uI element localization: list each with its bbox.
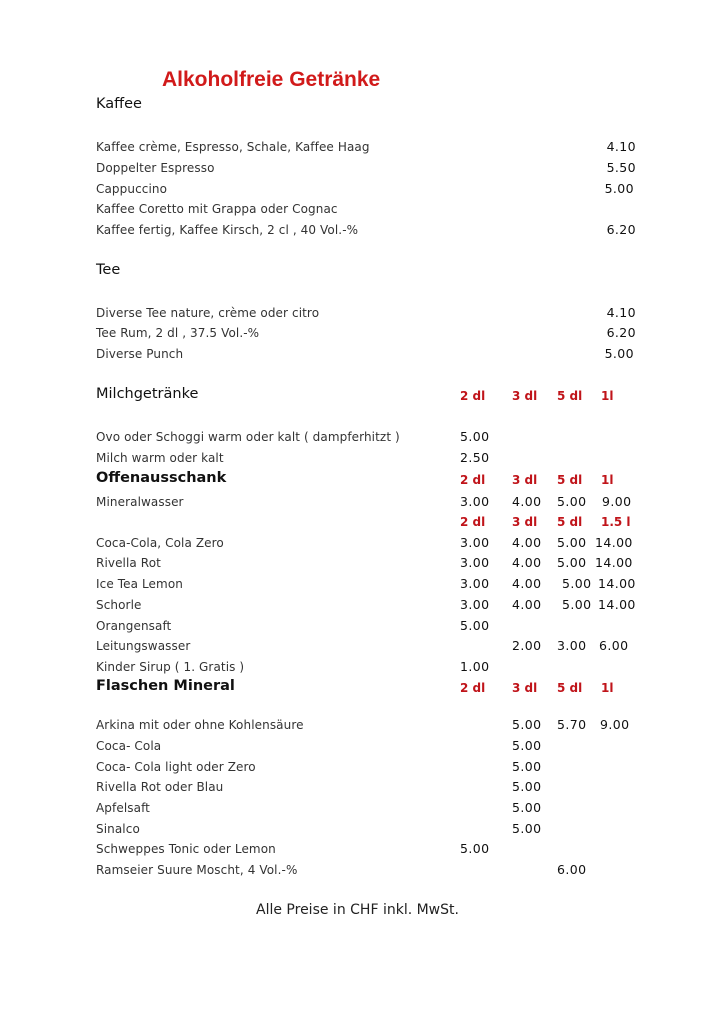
menu-item-name: Kaffee crème, Espresso, Schale, Kaffee Haag — [96, 140, 370, 154]
menu-item-price: 5.70 — [557, 717, 587, 732]
size-header: 3 dl — [512, 515, 538, 529]
menu-item-price: 14.00 — [598, 576, 636, 591]
menu-item-price: 2.00 — [512, 638, 542, 653]
size-header: 2 dl — [460, 473, 486, 487]
menu-item-name: Milch warm oder kalt — [96, 451, 224, 465]
menu-item-name: Arkina mit oder ohne Kohlensäure — [96, 718, 304, 732]
menu-item-price: 14.00 — [595, 555, 633, 570]
size-header: 2 dl — [460, 389, 486, 403]
menu-item-name: Kinder Sirup ( 1. Gratis ) — [96, 660, 245, 674]
size-header: 1l — [601, 389, 614, 403]
menu-item-name: Ramseier Suure Moscht, 4 Vol.-% — [96, 863, 298, 877]
menu-item-price: 5.00 — [562, 576, 592, 591]
menu-item-price: 5.00 — [460, 618, 490, 633]
menu-item-name: Kaffee Coretto mit Grappa oder Cognac — [96, 202, 338, 216]
menu-item-price: 5.00 — [460, 841, 490, 856]
menu-item-price: 5.00 — [512, 759, 542, 774]
menu-item-price: 4.10 — [606, 139, 636, 154]
menu-item-price: 3.00 — [460, 597, 490, 612]
size-header: 1l — [601, 681, 614, 695]
size-header: 5 dl — [557, 473, 583, 487]
menu-item-price: 5.00 — [512, 738, 542, 753]
page-title: Alkoholfreie Getränke — [162, 68, 381, 91]
section-heading-flaschen: Flaschen Mineral — [96, 678, 235, 694]
menu-item-name: Mineralwasser — [96, 495, 184, 509]
menu-item-name: Diverse Punch — [96, 347, 184, 361]
section-heading-tee: Tee — [96, 262, 121, 278]
menu-item-price: 3.00 — [460, 555, 490, 570]
menu-item-price: 5.00 — [460, 429, 490, 444]
menu-item-name: Diverse Tee nature, crème oder citro — [96, 306, 320, 320]
menu-item-price: 3.00 — [460, 576, 490, 591]
menu-item-price: 4.00 — [512, 494, 542, 509]
menu-item-name: Coca-Cola, Cola Zero — [96, 536, 224, 550]
section-heading-kaffee: Kaffee — [96, 96, 142, 112]
menu-item-price: 5.00 — [512, 779, 542, 794]
size-header: 2 dl — [460, 515, 486, 529]
menu-item-price: 14.00 — [598, 597, 636, 612]
menu-item-name: Orangensaft — [96, 619, 172, 633]
menu-item-price: 6.00 — [599, 638, 629, 653]
menu-item-name: Apfelsaft — [96, 801, 150, 815]
size-header: 3 dl — [512, 389, 538, 403]
menu-item-price: 3.00 — [460, 535, 490, 550]
menu-item-price: 9.00 — [600, 717, 630, 732]
menu-item-price: 5.00 — [557, 494, 587, 509]
menu-item-price: 3.00 — [460, 494, 490, 509]
menu-item-price: 14.00 — [595, 535, 633, 550]
menu-item-price: 4.00 — [512, 555, 542, 570]
menu-item-name: Kaffee fertig, Kaffee Kirsch, 2 cl , 40 Vol.-% — [96, 223, 359, 237]
menu-item-name: Rivella Rot — [96, 556, 161, 570]
menu-item-price: 9.00 — [602, 494, 632, 509]
size-header: 1.5 l — [601, 515, 631, 529]
price-footnote: Alle Preise in CHF inkl. MwSt. — [256, 902, 459, 918]
menu-item-price: 6.20 — [606, 222, 636, 237]
menu-item-price: 4.00 — [512, 597, 542, 612]
menu-item-price: 5.00 — [512, 717, 542, 732]
size-header: 3 dl — [512, 681, 538, 695]
size-header: 5 dl — [557, 515, 583, 529]
menu-item-name: Leitungswasser — [96, 639, 191, 653]
menu-item-price: 5.00 — [512, 821, 542, 836]
menu-item-price: 5.00 — [512, 800, 542, 815]
menu-item-price: 1.00 — [460, 659, 490, 674]
menu-item-name: Coca- Cola light oder Zero — [96, 760, 256, 774]
size-header: 1l — [601, 473, 614, 487]
menu-item-name: Tee Rum, 2 dl , 37.5 Vol.-% — [96, 326, 260, 340]
menu-item-name: Sinalco — [96, 822, 140, 836]
menu-item-price: 5.50 — [606, 160, 636, 175]
menu-item-price: 5.00 — [557, 535, 587, 550]
size-header: 3 dl — [512, 473, 538, 487]
menu-item-price: 5.00 — [557, 555, 587, 570]
section-heading-offen: Offenausschank — [96, 470, 227, 486]
menu-item-name: Ice Tea Lemon — [96, 577, 183, 591]
menu-item-price: 6.00 — [557, 862, 587, 877]
menu-item-price: 6.20 — [606, 325, 636, 340]
size-header: 2 dl — [460, 681, 486, 695]
menu-item-price: 2.50 — [460, 450, 490, 465]
menu-item-name: Schweppes Tonic oder Lemon — [96, 842, 276, 856]
menu-item-name: Schorle — [96, 598, 142, 612]
menu-item-price: 4.00 — [512, 535, 542, 550]
size-header: 5 dl — [557, 681, 583, 695]
menu-item-price: 4.10 — [606, 305, 636, 320]
menu-item-price: 5.00 — [604, 181, 634, 196]
menu-item-name: Coca- Cola — [96, 739, 162, 753]
menu-item-price: 3.00 — [557, 638, 587, 653]
menu-item-price: 5.00 — [604, 346, 634, 361]
menu-item-price: 4.00 — [512, 576, 542, 591]
size-header: 5 dl — [557, 389, 583, 403]
menu-item-name: Rivella Rot oder Blau — [96, 780, 224, 794]
menu-item-name: Cappuccino — [96, 182, 168, 196]
menu-item-name: Doppelter Espresso — [96, 161, 215, 175]
section-heading-milch: Milchgetränke — [96, 386, 199, 402]
menu-item-name: Ovo oder Schoggi warm oder kalt ( dampferhitzt ) — [96, 430, 400, 444]
menu-item-price: 5.00 — [562, 597, 592, 612]
